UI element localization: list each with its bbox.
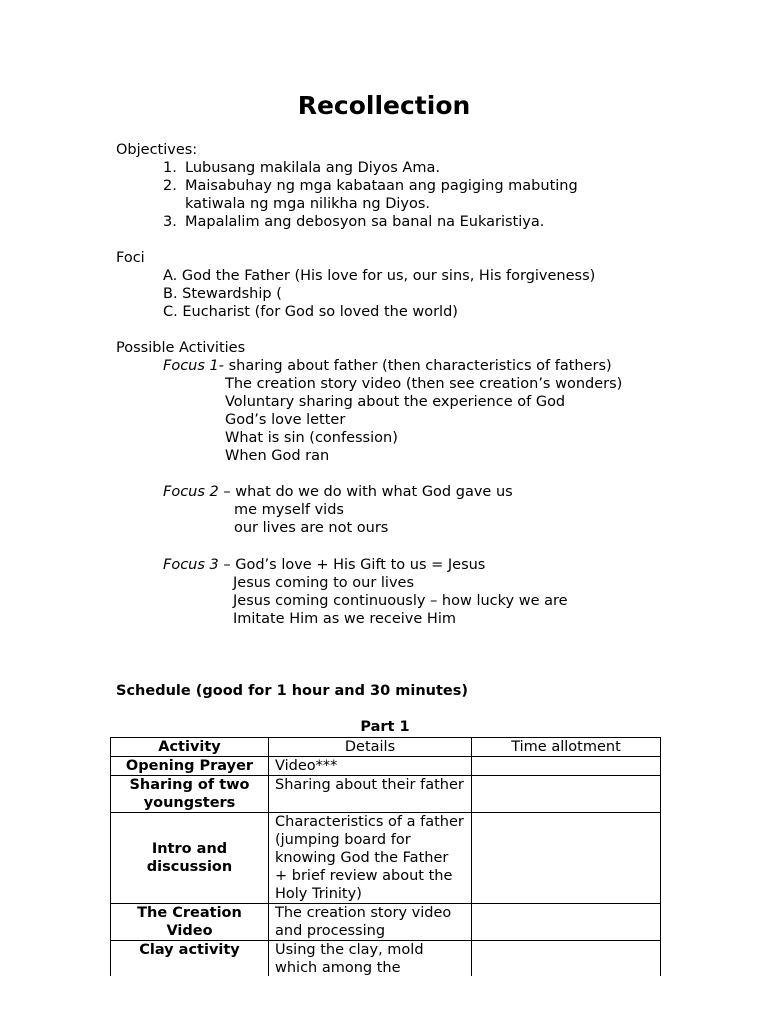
activity-cell: Sharing of two youngsters	[111, 776, 269, 813]
focus3-item: Jesus coming to our lives	[233, 575, 415, 591]
time-cell	[472, 813, 661, 904]
activity-cell: The Creation Video	[111, 904, 269, 941]
schedule-table-viewport	[110, 737, 662, 976]
table-row	[111, 904, 661, 941]
focus1-line: Focus 1- sharing about father (then characteristics of fathers)	[163, 358, 612, 374]
activity-cell: Clay activity	[111, 941, 269, 977]
column-header-details: Details	[269, 738, 472, 757]
focus1-item: God’s love letter	[225, 412, 346, 428]
activity-cell: Intro and discussion	[111, 813, 269, 904]
objective-item: 2. Maisabuhay ng mga kabataan ang pagiging mabuting	[163, 178, 578, 194]
details-cell: The creation story video and processing	[269, 904, 472, 941]
details-cell: Sharing about their father	[269, 776, 472, 813]
focus-item: A. God the Father (His love for us, our sins, His forgiveness)	[163, 268, 596, 284]
schedule-table	[110, 737, 661, 976]
time-cell	[472, 941, 661, 977]
details-cell: Using the clay, mold which among the	[269, 941, 472, 977]
table-row	[111, 941, 661, 977]
objectives-heading: Objectives:	[116, 142, 198, 158]
part-title: Part 1	[360, 719, 410, 735]
focus1-item: When God ran	[225, 448, 330, 464]
schedule-heading: Schedule (good for 1 hour and 30 minutes)	[116, 683, 469, 699]
focus-item: B. Stewardship (	[163, 286, 282, 302]
table-row	[111, 813, 661, 904]
focus2-line: Focus 2 – what do we do with what God gave us	[163, 484, 513, 500]
focus1-item: Voluntary sharing about the experience of God	[225, 394, 566, 410]
focus3-item: Jesus coming continuously – how lucky we are	[233, 593, 568, 609]
focus2-item: our lives are not ours	[234, 520, 389, 536]
table-row	[111, 757, 661, 776]
objective-item-continuation: katiwala ng mga nilikha ng Diyos.	[185, 196, 431, 212]
focus3-line: Focus 3 – God’s love + His Gift to us = Jesus	[163, 557, 486, 573]
focus1-item: The creation story video (then see creation’s wonders)	[225, 376, 623, 392]
table-header-row	[111, 738, 661, 757]
document-title: Recollection	[297, 91, 471, 120]
activity-cell: Opening Prayer	[111, 757, 269, 776]
details-cell: Characteristics of a father (jumping board for knowing God the Father + brief review about the Holy Trinity)	[269, 813, 472, 904]
focus1-item: What is sin (confession)	[225, 430, 398, 446]
focus-item: C. Eucharist (for God so loved the world)	[163, 304, 458, 320]
column-header-time: Time allotment	[472, 738, 661, 757]
time-cell	[472, 904, 661, 941]
column-header-activity: Activity	[111, 738, 269, 757]
objective-item: 3. Mapalalim ang debosyon sa banal na Eukaristiya.	[163, 214, 545, 230]
foci-heading: Foci	[116, 250, 145, 266]
table-row	[111, 776, 661, 813]
focus3-item: Imitate Him as we receive Him	[233, 611, 456, 627]
objective-item: 1. Lubusang makilala ang Diyos Ama.	[163, 160, 440, 176]
activities-heading: Possible Activities	[116, 340, 246, 356]
focus2-item: me myself vids	[234, 502, 344, 518]
time-cell	[472, 776, 661, 813]
time-cell	[472, 757, 661, 776]
details-cell: Video***	[269, 757, 472, 776]
